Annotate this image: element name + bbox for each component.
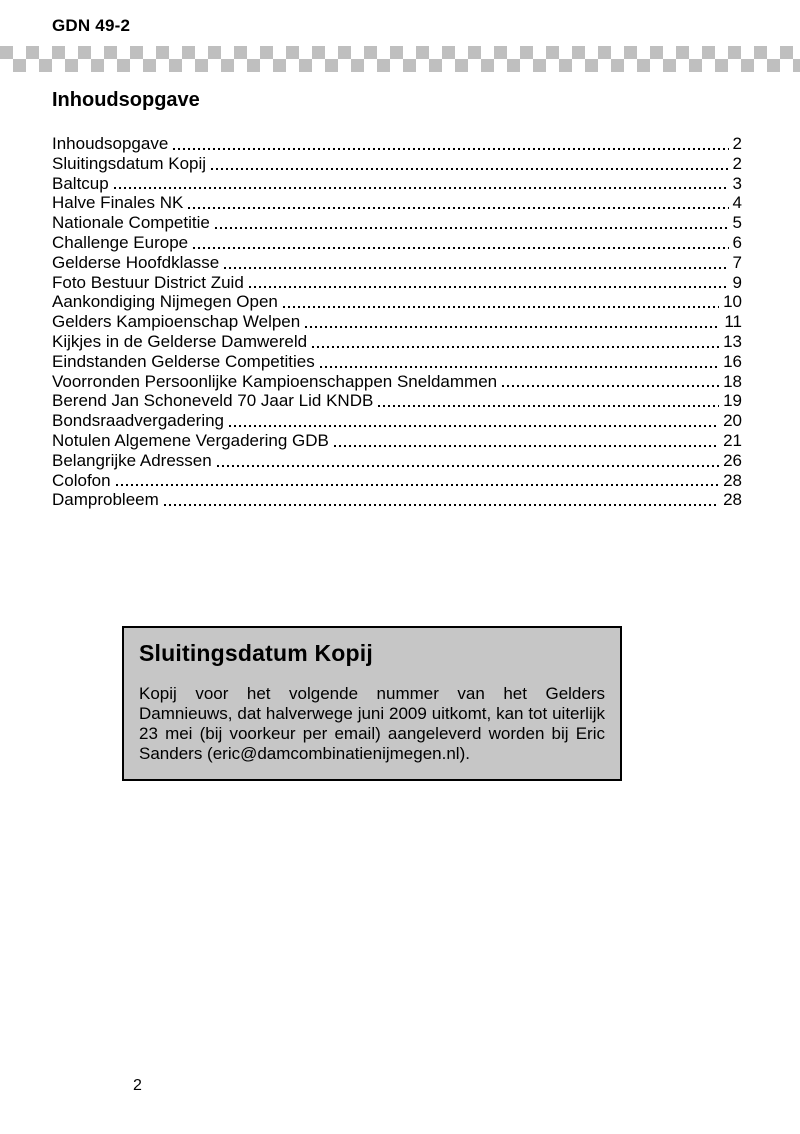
checkerboard-divider xyxy=(0,46,800,72)
toc-entry xyxy=(52,253,742,273)
toc-entry-title: Berend Jan Schoneveld 70 Jaar Lid KNDB xyxy=(52,391,374,411)
dot-leader xyxy=(173,148,728,150)
dot-leader xyxy=(305,326,720,328)
toc-entry-title: Colofon xyxy=(52,470,111,490)
toc-entry-title: Belangrijke Adressen xyxy=(52,450,212,470)
dot-leader xyxy=(283,306,719,308)
toc-entry-page-number: 19 xyxy=(723,391,742,411)
toc-entry-page-number: 7 xyxy=(732,252,742,272)
toc-entry-page-number: 18 xyxy=(723,371,742,391)
toc-entry xyxy=(52,471,742,491)
toc-entry xyxy=(52,490,742,510)
dot-leader xyxy=(249,286,729,288)
toc-entry xyxy=(52,451,742,471)
dot-leader xyxy=(193,247,728,249)
deadline-box-title: Sluitingsdatum Kopij xyxy=(139,640,373,666)
toc-entry-title: Halve Finales NK xyxy=(52,193,184,213)
toc-entry xyxy=(52,154,742,174)
toc-entry-title: Kijkjes in de Gelderse Damwereld xyxy=(52,331,308,351)
toc-entry-page-number: 28 xyxy=(723,470,742,490)
deadline-box-body: Kopij voor het volgende nummer van het Gelders Damnieuws, dat halverwege juni 2009 uitkomt, kan tot uiterlijk 23 mei (bij voorkeur per email) aangeleverd worden bij Eric Sanders (eric@damcombinatienijmegen.nl). xyxy=(139,684,605,763)
toc-entry xyxy=(52,312,742,332)
toc-list xyxy=(52,134,742,510)
toc-entry-title: Notulen Algemene Vergadering GDB xyxy=(52,430,329,450)
toc-entry-title: Voorronden Persoonlijke Kampioenschappen Sneldammen xyxy=(52,371,498,391)
toc-entry xyxy=(52,372,742,392)
toc-entry xyxy=(52,292,742,312)
toc-entry xyxy=(52,352,742,372)
toc-entry xyxy=(52,273,742,293)
toc-entry xyxy=(52,332,742,352)
toc-entry-title: Nationale Competitie xyxy=(52,213,210,233)
toc-entry-page-number: 26 xyxy=(723,450,742,470)
toc-entry xyxy=(52,134,742,154)
toc-entry-title: Baltcup xyxy=(52,173,109,193)
toc-entry-title: Gelderse Hoofdklasse xyxy=(52,252,220,272)
dot-leader xyxy=(188,207,728,209)
toc-entry-page-number: 3 xyxy=(732,173,742,193)
toc-entry xyxy=(52,431,742,451)
toc-entry-page-number: 21 xyxy=(723,430,742,450)
toc-entry xyxy=(52,391,742,411)
toc-entry-title: Eindstanden Gelderse Competities xyxy=(52,351,315,371)
dot-leader xyxy=(312,346,719,348)
toc-entry-page-number: 11 xyxy=(724,312,742,332)
toc-entry-title: Aankondiging Nijmegen Open xyxy=(52,292,278,312)
dot-leader xyxy=(211,168,729,170)
toc-entry-page-number: 28 xyxy=(723,490,742,510)
toc-entry-page-number: 10 xyxy=(723,292,742,312)
document-header-title: GDN 49-2 xyxy=(52,16,131,35)
toc-entry-title: Gelders Kampioenschap Welpen xyxy=(52,312,301,332)
toc-entry-page-number: 13 xyxy=(723,331,742,351)
deadline-box xyxy=(122,626,622,781)
toc-entry xyxy=(52,233,742,253)
dot-leader xyxy=(229,425,719,427)
dot-leader xyxy=(502,385,719,387)
toc-entry-page-number: 20 xyxy=(723,411,742,431)
dot-leader xyxy=(320,366,719,368)
toc-entry-page-number: 2 xyxy=(732,153,742,173)
dot-leader xyxy=(334,445,719,447)
toc-heading: Inhoudsopgave xyxy=(52,89,200,111)
toc-entry-title: Sluitingsdatum Kopij xyxy=(52,153,207,173)
dot-leader xyxy=(217,465,719,467)
toc-entry-page-number: 5 xyxy=(732,213,742,233)
toc-entry-title: Bondsraadvergadering xyxy=(52,411,225,431)
toc-entry-title: Inhoudsopgave xyxy=(52,134,169,153)
dot-leader xyxy=(116,484,719,486)
toc-entry-page-number: 9 xyxy=(732,272,742,292)
toc-entry-page-number: 6 xyxy=(732,232,742,252)
dot-leader xyxy=(215,227,729,229)
dot-leader xyxy=(224,267,728,269)
toc-entry-title: Foto Bestuur District Zuid xyxy=(52,272,244,292)
page-number: 2 xyxy=(133,1077,142,1094)
toc-entry-title: Challenge Europe xyxy=(52,232,189,252)
dot-leader xyxy=(114,187,729,189)
toc-entry xyxy=(52,193,742,213)
toc-entry xyxy=(52,213,742,233)
dot-leader xyxy=(378,405,719,407)
toc-entry-page-number: 2 xyxy=(732,134,742,153)
toc-entry-page-number: 16 xyxy=(723,351,742,371)
toc-entry xyxy=(52,411,742,431)
toc-entry xyxy=(52,174,742,194)
dot-leader xyxy=(164,504,719,506)
toc-entry-title: Damprobleem xyxy=(52,490,159,510)
toc-entry-page-number: 4 xyxy=(732,193,742,213)
